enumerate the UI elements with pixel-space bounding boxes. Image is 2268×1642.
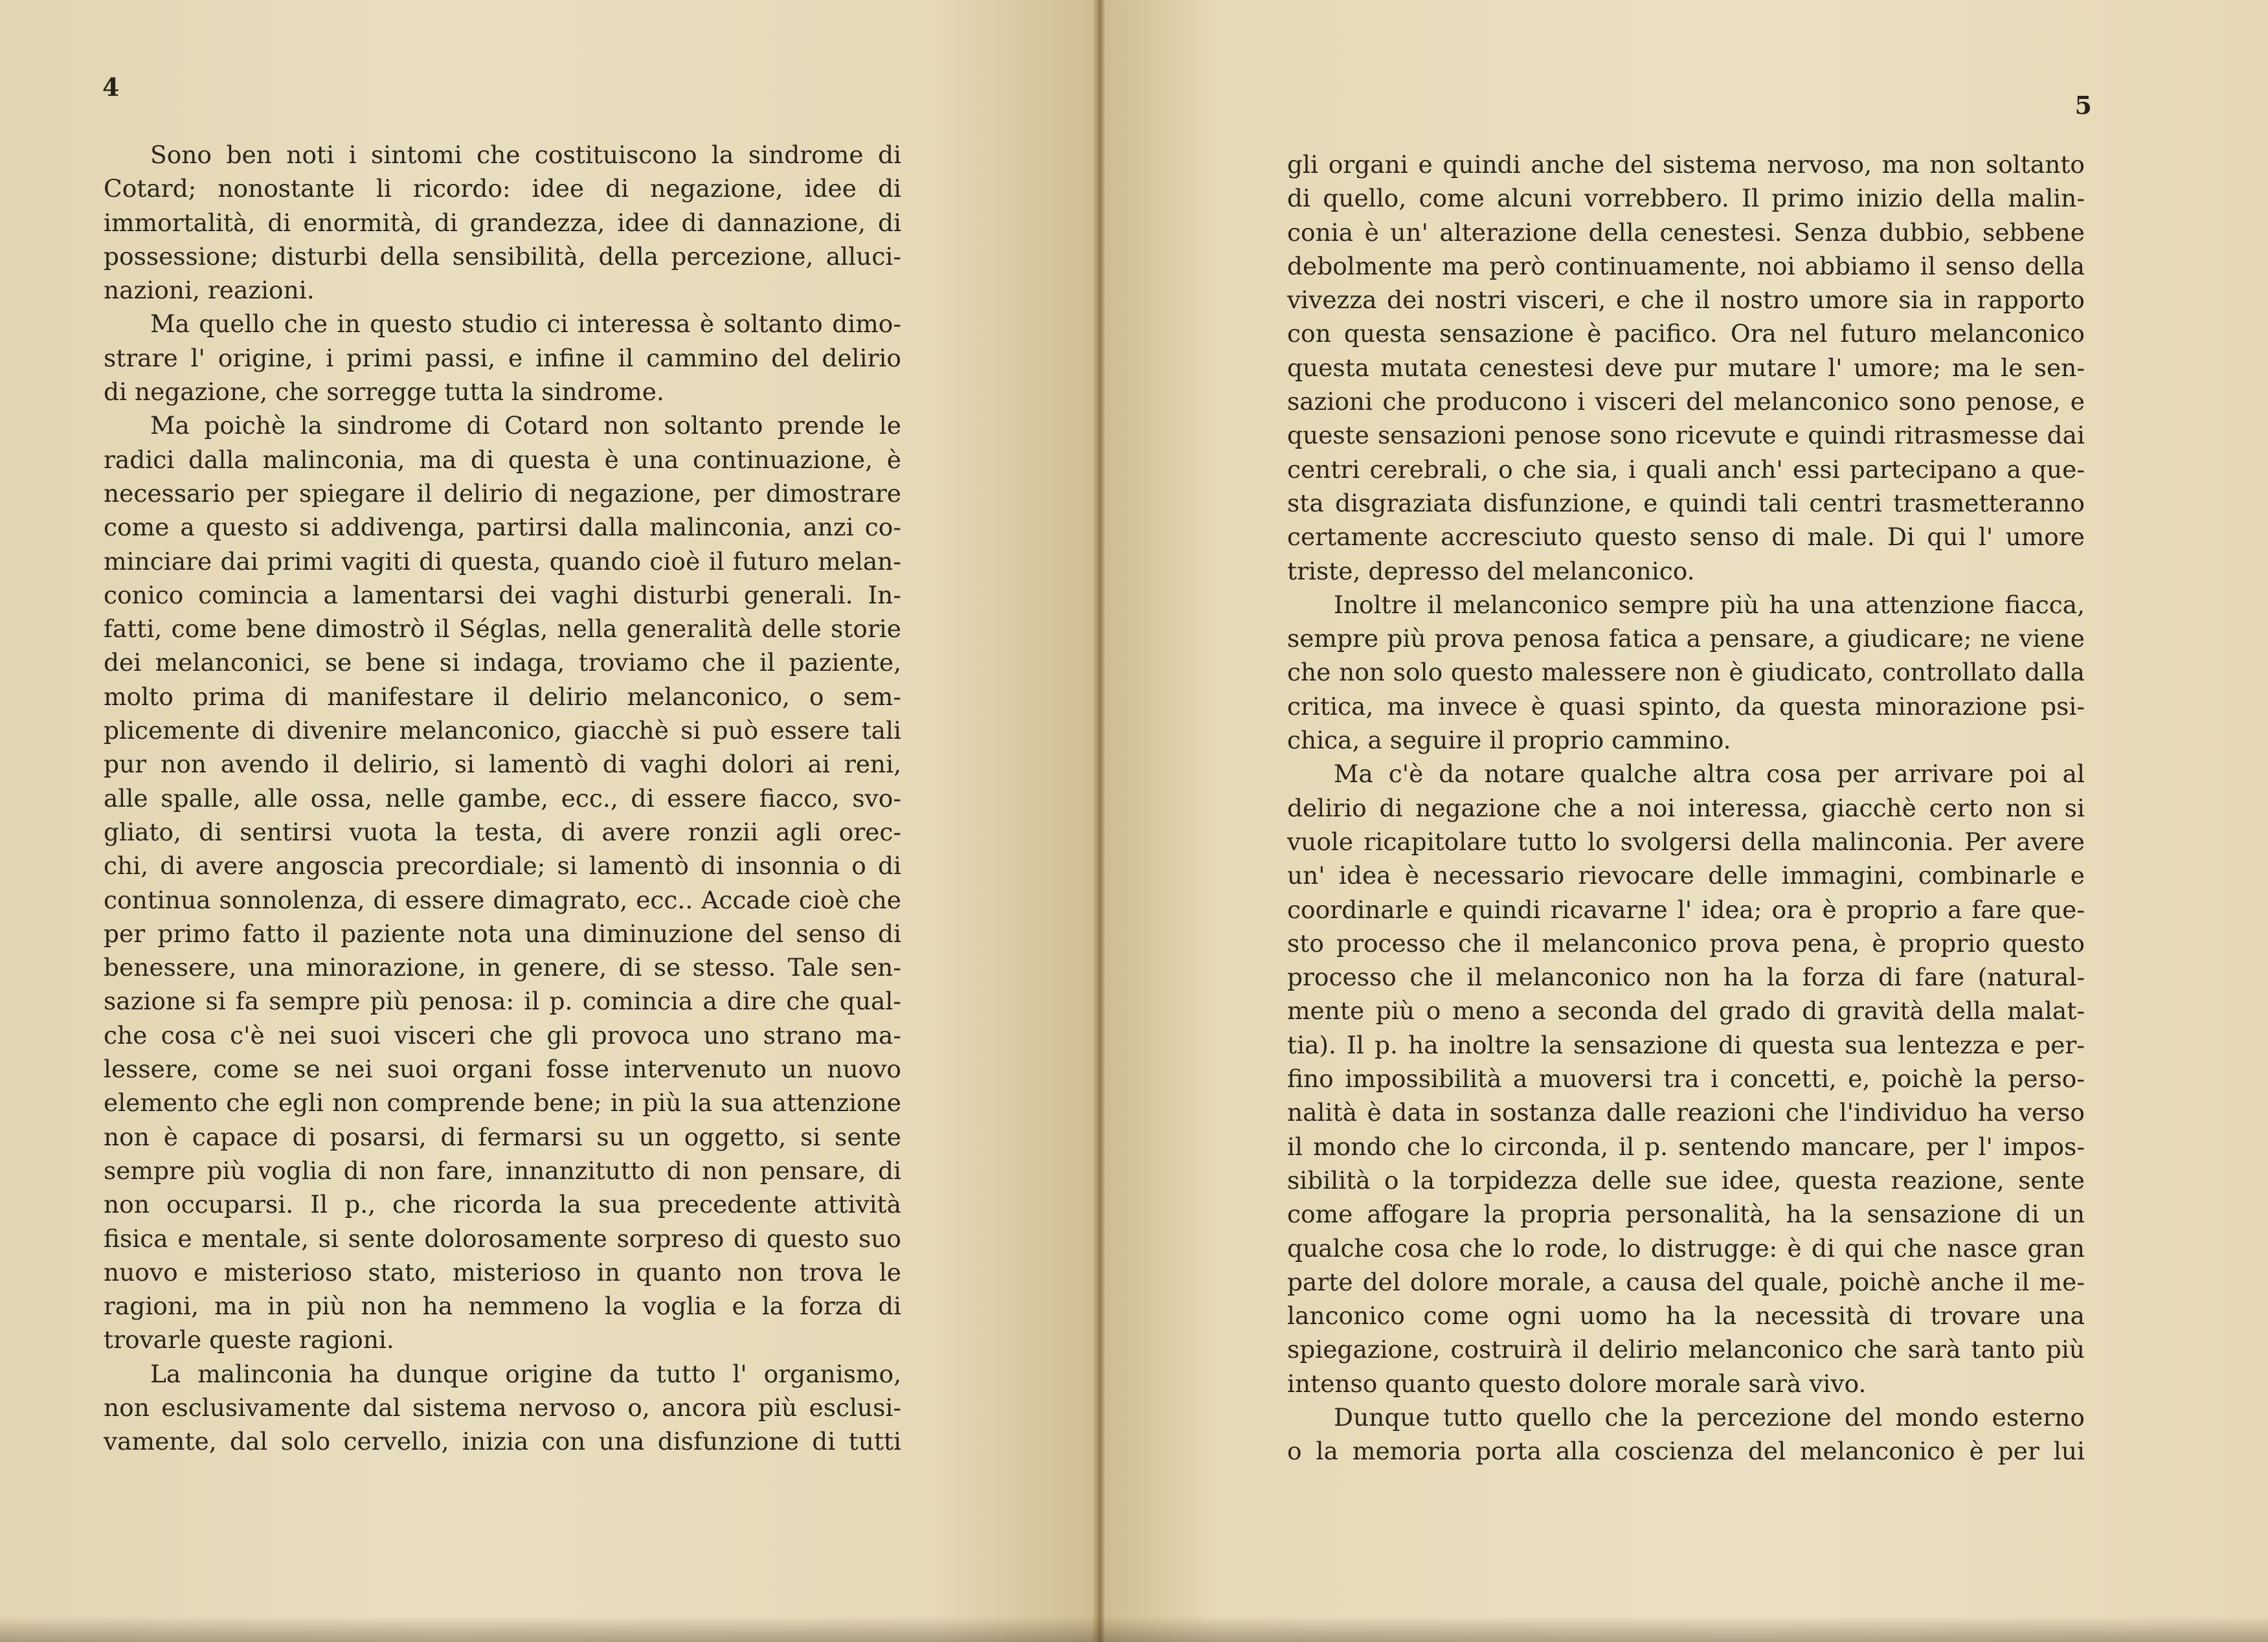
text-line: per primo fatto il paziente nota una diminuzione del senso di bbox=[104, 919, 901, 948]
text-column bbox=[104, 138, 901, 1459]
left-page bbox=[0, 0, 1097, 1642]
text-line: dei melanconici, se bene si indaga, troviamo che il paziente, bbox=[104, 648, 901, 677]
right-page bbox=[1101, 0, 2268, 1642]
text-line: come affogare la propria personalità, ha la sensazione di un bbox=[1287, 1200, 2085, 1229]
text-line: sto processo che il melanconico prova pena, è proprio questo bbox=[1287, 928, 2085, 958]
text-line: intenso quanto questo dolore morale sarà vivo. bbox=[1287, 1369, 1867, 1398]
text-line: radici dalla malinconia, ma di questa è una continuazione, è bbox=[104, 445, 901, 474]
text-line: ragioni, ma in più non ha nemmeno la voglia e la forza di bbox=[104, 1292, 901, 1321]
text-line: chica, a seguire il proprio cammino. bbox=[1287, 726, 1731, 755]
text-line: vamente, dal solo cervello, inizia con una disfunzione di tutti bbox=[104, 1427, 901, 1456]
text-line: fino impossibilità a muoversi tra i concetti, e, poichè la perso- bbox=[1287, 1064, 2085, 1094]
text-line: vuole ricapitolare tutto lo svolgersi della malinconia. Per avere bbox=[1287, 827, 2085, 856]
text-line: di negazione, che sorregge tutta la sindrome. bbox=[104, 377, 664, 407]
text-line: delirio di negazione che a noi interessa, giacchè certo non si bbox=[1287, 793, 2085, 822]
text-line: lanconico come ogni uomo ha la necessità di trovare una bbox=[1287, 1301, 2085, 1331]
text-line: alle spalle, alle ossa, nelle gambe, ecc., di essere fiacco, svo- bbox=[104, 783, 901, 813]
text-line: plicemente di divenire melanconico, giacchè si può essere tali bbox=[104, 716, 901, 745]
text-line: La malinconia ha dunque origine da tutto l' organismo, bbox=[150, 1359, 901, 1388]
text-line: mente più o meno a seconda del grado di gravità della malat- bbox=[1287, 996, 2085, 1026]
text-line: sibilità o la torpidezza delle sue idee, questa reazione, sente bbox=[1287, 1165, 2085, 1195]
page-edge-shadow bbox=[0, 1616, 2268, 1642]
text-line: di quello, come alcuni vorrebbero. Il primo inizio della malin- bbox=[1287, 184, 2085, 213]
text-line: molto prima di manifestare il delirio melanconico, o sem- bbox=[104, 682, 901, 711]
text-line: qualche cosa che lo rode, lo distrugge: è di qui che nasce gran bbox=[1287, 1233, 2085, 1263]
text-line: nuovo e misterioso stato, misterioso in quanto non trova le bbox=[104, 1257, 901, 1287]
text-line: strare l' origine, i primi passi, e infine il cammino del delirio bbox=[104, 343, 901, 372]
text-line: Ma c'è da notare qualche altra cosa per arrivare poi al bbox=[1334, 759, 2085, 789]
text-line: lessere, come se nei suoi organi fosse intervenuto un nuovo bbox=[104, 1055, 901, 1084]
text-line: pur non avendo il delirio, si lamentò di vaghi dolori ai reni, bbox=[104, 750, 901, 779]
text-line: un' idea è necessario rievocare delle immagini, combinarle e bbox=[1287, 861, 2085, 890]
text-line: conico comincia a lamentarsi dei vaghi disturbi generali. In- bbox=[104, 580, 901, 609]
text-line: conia è un' alterazione della cenestesi. Senza dubbio, sebbene bbox=[1287, 218, 2085, 247]
text-line: nalità è data in sostanza dalle reazioni che l'individuo ha verso bbox=[1287, 1098, 2085, 1127]
text-line: trovarle queste ragioni. bbox=[104, 1325, 394, 1355]
text-line: spiegazione, costruirà il delirio melanconico che sarà tanto più bbox=[1287, 1335, 2085, 1364]
text-line: Dunque tutto quello che la percezione del mondo esterno bbox=[1334, 1402, 2085, 1432]
text-line: Ma poichè la sindrome di Cotard non soltanto prende le bbox=[150, 411, 901, 440]
text-line: minciare dai primi vagiti di questa, quando cioè il futuro melan- bbox=[104, 546, 901, 576]
text-line: coordinarle e quindi ricavarne l' idea; ora è proprio a fare que- bbox=[1287, 895, 2085, 924]
text-line: nazioni, reazioni. bbox=[104, 276, 315, 305]
text-line: parte del dolore morale, a causa del quale, poichè anche il me- bbox=[1287, 1267, 2085, 1296]
text-line: Cotard; nonostante li ricordo: idee di negazione, idee di bbox=[104, 174, 901, 203]
text-line: che non solo questo malessere non è giudicato, controllato dalla bbox=[1287, 658, 2085, 687]
text-line: che cosa c'è nei suoi visceri che gli provoca uno strano ma- bbox=[104, 1020, 901, 1050]
text-line: sazione si fa sempre più penosa: il p. comincia a dire che qual- bbox=[104, 987, 901, 1016]
text-line: vivezza dei nostri visceri, e che il nostro umore sia in rapporto bbox=[1287, 286, 2085, 315]
text-line: non occuparsi. Il p., che ricorda la sua precedente attività bbox=[104, 1190, 901, 1219]
text-line: come a questo si addivenga, partirsi dalla malinconia, anzi co- bbox=[104, 513, 901, 542]
page-number: 5 bbox=[2074, 91, 2092, 120]
text-line: Inoltre il melanconico sempre più ha una attenzione fiacca, bbox=[1334, 590, 2085, 619]
text-line: non esclusivamente dal sistema nervoso o, ancora più esclusi- bbox=[104, 1393, 901, 1422]
text-line: sta disgraziata disfunzione, e quindi tali centri trasmetteranno bbox=[1287, 488, 2085, 517]
text-line: necessario per spiegare il delirio di negazione, per dimostrare bbox=[104, 478, 901, 508]
text-line: sazioni che producono i visceri del melanconico sono penose, e bbox=[1287, 387, 2085, 416]
text-line: non è capace di posarsi, di fermarsi su un oggetto, si sente bbox=[104, 1122, 901, 1151]
text-line: con questa sensazione è pacifico. Ora nel futuro melanconico bbox=[1287, 319, 2085, 348]
text-line: tia). Il p. ha inoltre la sensazione di questa sua lentezza e per- bbox=[1287, 1030, 2085, 1059]
text-line: o la memoria porta alla coscienza del melanconico è per lui bbox=[1287, 1437, 2085, 1466]
text-line: immortalità, di enormità, di grandezza, idee di dannazione, di bbox=[104, 208, 901, 237]
text-line: sempre più voglia di non fare, innanzitutto di non pensare, di bbox=[104, 1156, 901, 1185]
text-line: certamente accresciuto questo senso di male. Di qui l' umore bbox=[1287, 523, 2085, 552]
text-line: centri cerebrali, o che sia, i quali anch' essi partecipano a que- bbox=[1287, 455, 2085, 484]
text-line: fatti, come bene dimostrò il Séglas, nella generalità delle storie bbox=[104, 614, 901, 644]
text-line: debolmente ma però continuamente, noi abbiamo il senso della bbox=[1287, 251, 2085, 280]
text-line: Sono ben noti i sintomi che costituiscono la sindrome di bbox=[150, 141, 901, 169]
text-line: possessione; disturbi della sensibilità, della percezione, alluci- bbox=[104, 242, 901, 271]
text-line: processo che il melanconico non ha la forza di fare (natural- bbox=[1287, 963, 2085, 992]
book-gutter bbox=[1093, 0, 1105, 1642]
text-line: queste sensazioni penose sono ricevute e quindi ritrasmesse dai bbox=[1287, 421, 2085, 450]
text-line: critica, ma invece è quasi spinto, da questa minorazione psi- bbox=[1287, 692, 2085, 721]
text-line: gliato, di sentirsi vuota la testa, di avere ronzii agli orec- bbox=[104, 817, 901, 846]
text-line: continua sonnolenza, di essere dimagrato, ecc.. Accade cioè che bbox=[104, 885, 901, 914]
text-line: chi, di avere angoscia precordiale; si lamentò di insonnia o di bbox=[104, 851, 901, 881]
text-line: questa mutata cenestesi deve pur mutare l' umore; ma le sen- bbox=[1287, 353, 2085, 382]
text-line: triste, depresso del melanconico. bbox=[1287, 556, 1695, 585]
text-line: benessere, una minorazione, in genere, di se stesso. Tale sen- bbox=[104, 953, 901, 982]
text-line: fisica e mentale, si sente dolorosamente sorpreso di questo suo bbox=[104, 1224, 901, 1253]
text-line: Ma quello che in questo studio ci interessa è soltanto dimo- bbox=[150, 309, 901, 339]
text-line: sempre più prova penosa fatica a pensare, a giudicare; ne viene bbox=[1287, 624, 2085, 653]
text-line: gli organi e quindi anche del sistema nervoso, ma non soltanto bbox=[1287, 150, 2085, 179]
text-column bbox=[1287, 148, 2085, 1468]
text-line: elemento che egli non comprende bene; in più la sua attenzione bbox=[104, 1088, 901, 1118]
page-number: 4 bbox=[102, 73, 120, 102]
text-line: il mondo che lo circonda, il p. sentendo mancare, per l' impos- bbox=[1287, 1132, 2085, 1161]
